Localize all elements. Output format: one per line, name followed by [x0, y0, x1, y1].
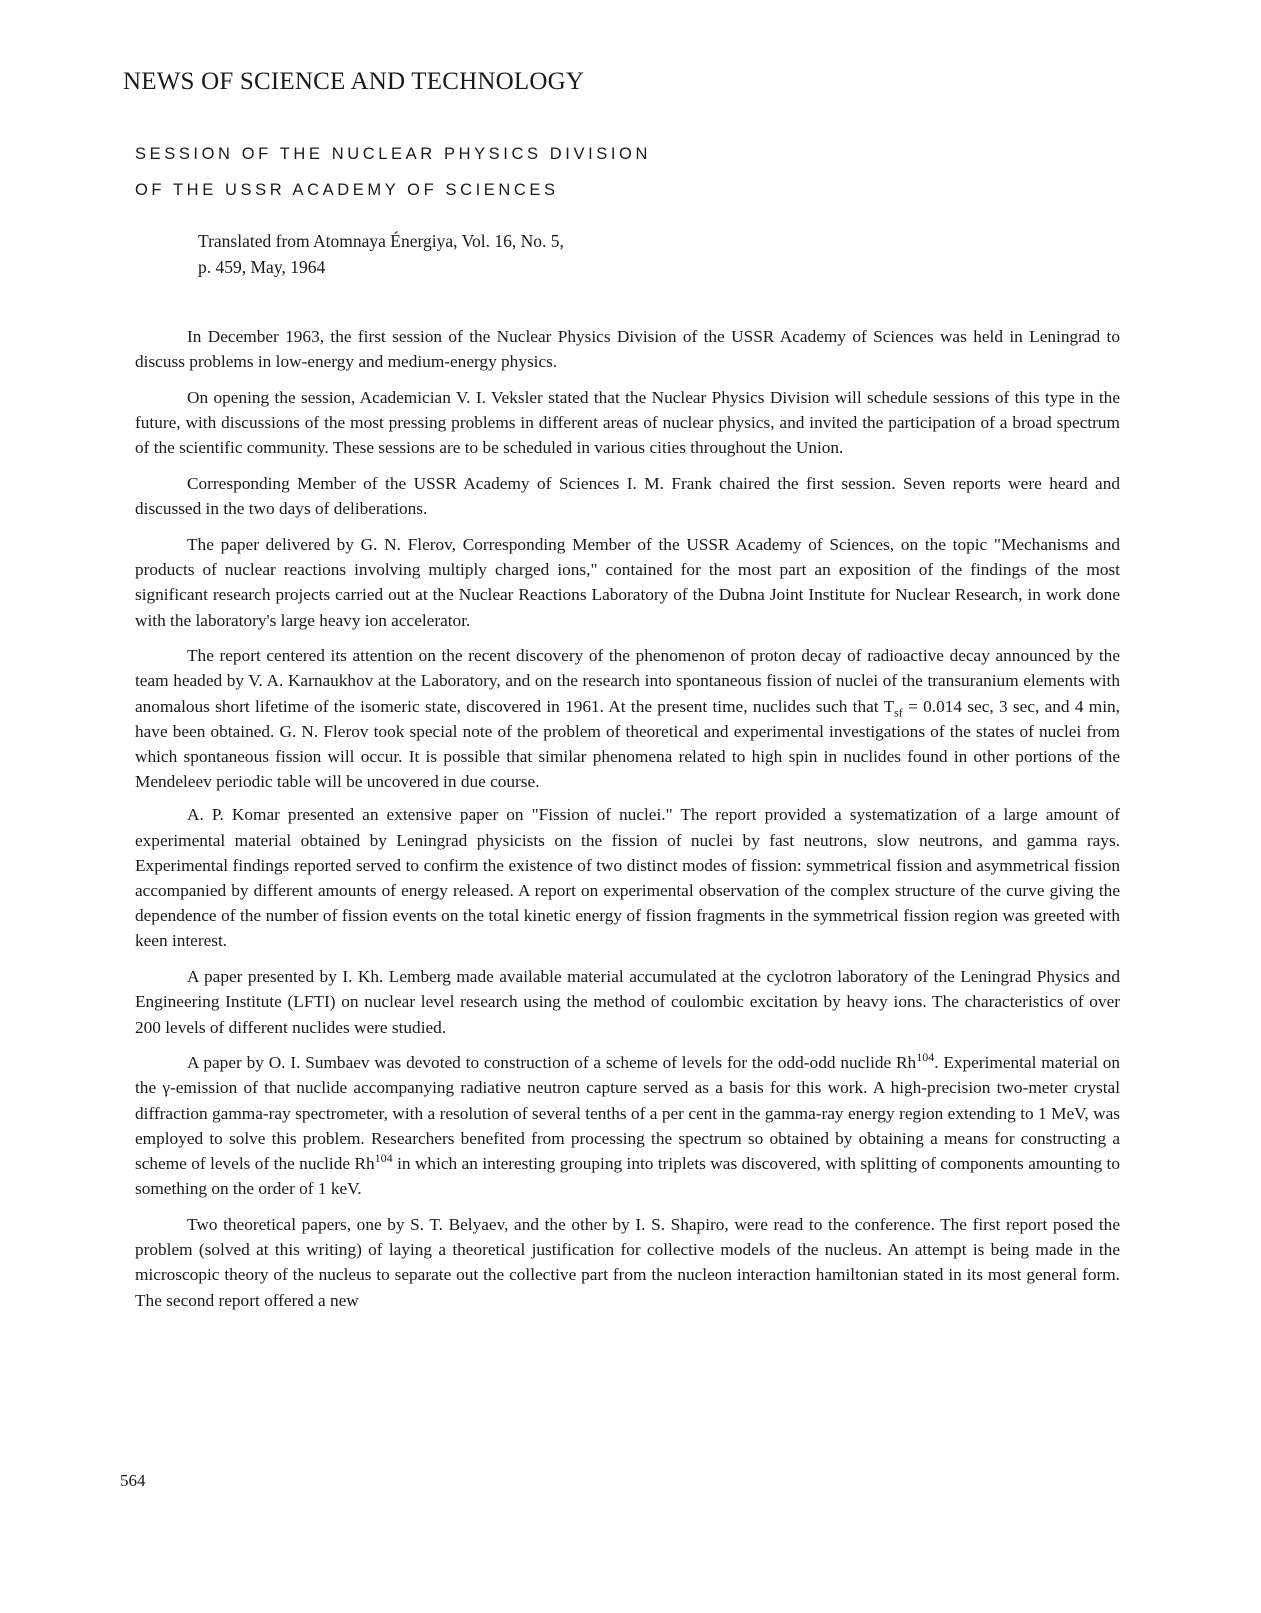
- paragraph-3: Corresponding Member of the USSR Academy of Sciences I. M. Frank chaired the first session. Seven reports were heard and discussed in the two days of deliberations.: [135, 474, 1120, 519]
- translation-source: [198, 228, 564, 280]
- paragraph-5-text-b: = 0.014 sec, 3 sec, and 4 min, have been obtained. G. N. Flerov took special note of the problem of theoretical and experimental investigations of the states of nuclei from which spontaneous fission will occur. It is possible that similar phenomena related to high spin in nuclides found in other portions of the Mendeleev periodic table will be uncovered in due course.: [135, 696, 1120, 792]
- section-heading: NEWS OF SCIENCE AND TECHNOLOGY: [123, 68, 585, 95]
- article-title-line-1: SESSION OF THE NUCLEAR PHYSICS DIVISION: [135, 145, 652, 163]
- superscript-mass-number-2: 104: [374, 1151, 393, 1166]
- paragraph-5: [135, 643, 1120, 794]
- paragraph-8-text-b: . Experimental material on the γ-emission of that nuclide accompanying radiative neutron capture served as a basis for this work. A high-precision two-meter crystal diffraction gamma-ray spectrometer, with a resolution of several tenths of a per cent in the gamma-ray energy region extending to 1 MeV, was employed to solve this problem. Researchers benefited from processing the spectrum so obtained by obtaining a means for constructing a scheme of levels of the nuclide Rh: [135, 1053, 1120, 1174]
- paragraph-2: On opening the session, Academician V. I. Veksler stated that the Nuclear Physics Division will schedule sessions of this type in the future, with discussions of the most pressing problems in different areas of nuclear physics, and invited the participation of a broad spectrum of the scientific community. These sessions are to be scheduled in various cities throughout the Union.: [135, 387, 1120, 458]
- paragraph-8-text-a: A paper by O. I. Sumbaev was devoted to construction of a scheme of levels for the odd-odd nuclide Rh: [187, 1053, 917, 1073]
- paragraph-9: Two theoretical papers, one by S. T. Belyaev, and the other by I. S. Shapiro, were read to the conference. The first report posed the problem (solved at this writing) of laying a theoretical justification for collective models of the nucleus. An attempt is being made in the microscopic theory of the nucleus to separate out the collective part from the nucleon interaction hamiltonian stated in its most general form. The second report offered a new: [135, 1215, 1120, 1310]
- superscript-mass-number-1: 104: [916, 1050, 935, 1065]
- source-line-2: p. 459, May, 1964: [198, 257, 326, 277]
- source-line-1: Translated from Atomnaya Énergiya, Vol. 16, No. 5,: [198, 231, 564, 251]
- paragraph-8-text-c: in which an interesting grouping into triplets was discovered, with splitting of components amounting to something on the order of 1 keV.: [135, 1154, 1120, 1199]
- page-number: 564: [120, 1471, 146, 1490]
- paragraph-4: The paper delivered by G. N. Flerov, Corresponding Member of the USSR Academy of Sciences, on the topic "Mechanisms and products of nuclear reactions involving multiply charged ions," contained for the most part an exposition of the findings of the most significant research projects carried out at the Nuclear Reactions Laboratory of the Dubna Joint Institute for Nuclear Research, in work done with the laboratory's large heavy ion accelerator.: [135, 534, 1120, 630]
- article-title-line-2: OF THE USSR ACADEMY OF SCIENCES: [135, 181, 559, 199]
- article-body: [135, 324, 1120, 1323]
- paragraph-1: In December 1963, the first session of the Nuclear Physics Division of the USSR Academy of Sciences was held in Leningrad to discuss problems in low-energy and medium-energy physics.: [135, 327, 1120, 372]
- paragraph-7: A paper presented by I. Kh. Lemberg made available material accumulated at the cyclotron laboratory of the Leningrad Physics and Engineering Institute (LFTI) on nuclear level research using the method of coulombic excitation by heavy ions. The characteristics of over 200 levels of different nuclides were studied.: [135, 967, 1120, 1037]
- paragraph-5-text-a: The report centered its attention on the recent discovery of the phenomenon of proton decay of radioactive decay announced by the team headed by V. A. Karnaukhov at the Laboratory, and on the research into spontaneous fission of nuclei of the transuranium elements with anomalous short lifetime of the isomeric state, discovered in 1961. At the present time, nuclides such that T: [135, 646, 1120, 716]
- paragraph-8: [135, 1050, 1120, 1201]
- paragraph-6: A. P. Komar presented an extensive paper on "Fission of nuclei." The report provided a systematization of a large amount of experimental material obtained by Leningrad physicists on the fission of nuclei by fast neutrons, slow neutrons, and gamma rays. Experimental findings reported served to confirm the existence of two distinct modes of fission: symmetrical fission and asymmetrical fission accompanied by different amounts of energy released. A report on experimental observation of the complex structure of the curve giving the dependence of the number of fission events on the total kinetic energy of fission fragments in the symmetrical fission region was greeted with keen interest.: [135, 805, 1120, 951]
- subscript-sf: sf: [894, 705, 903, 720]
